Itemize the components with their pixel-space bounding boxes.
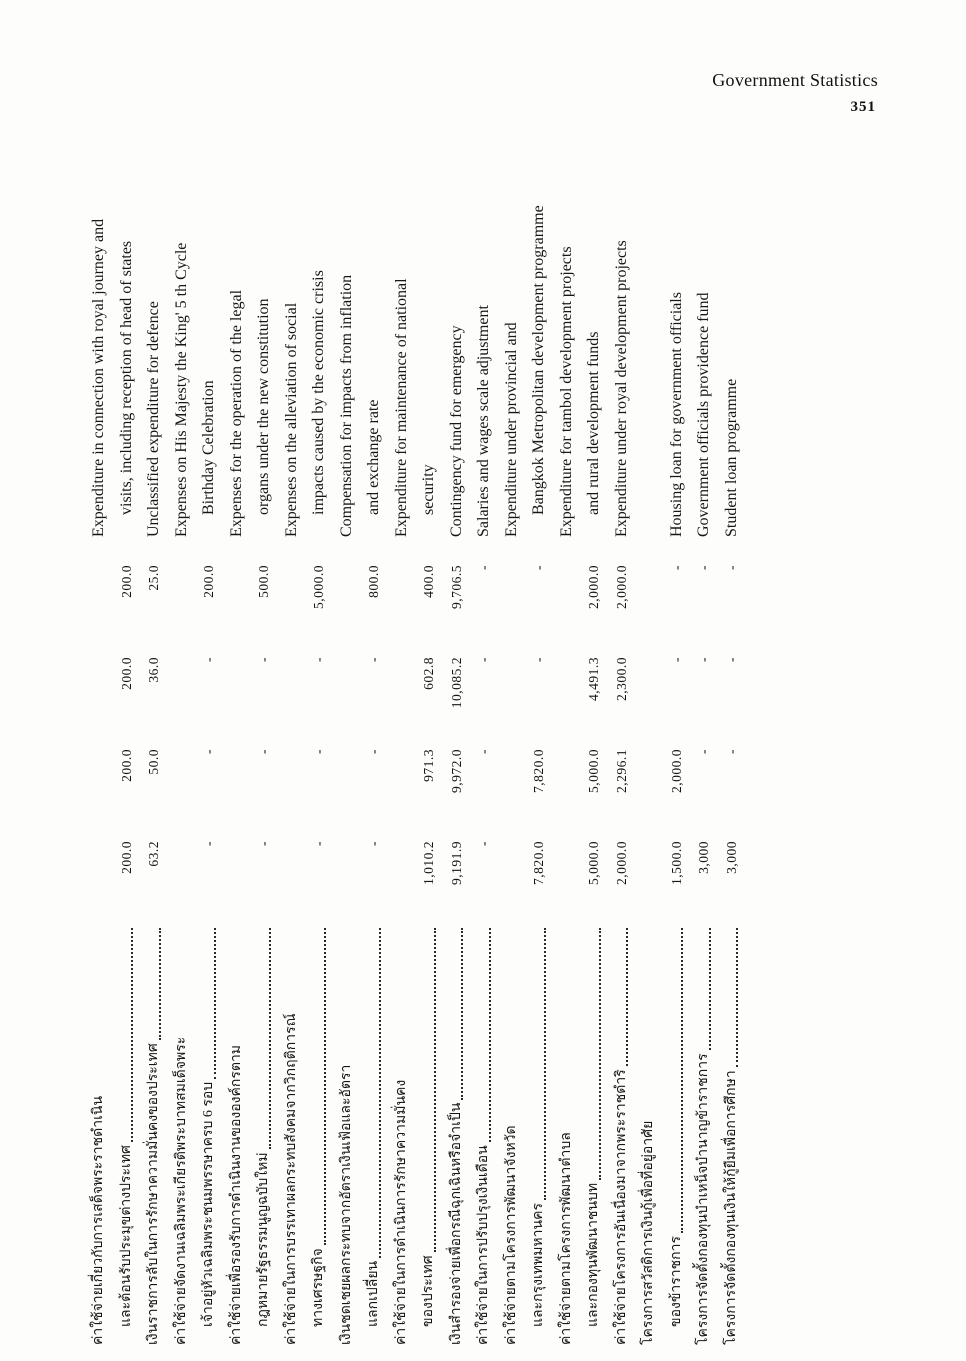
thai-line [443,925,471,1345]
value-cell: 602.8 [421,657,436,690]
table-row [85,175,140,1345]
value-cell: - [723,657,739,662]
thai-cell [470,925,498,1345]
table-row [223,175,278,1345]
value-cell: - [723,749,739,754]
value-cell: 25.0 [146,565,161,591]
english-line: Expenses for the operation of the legal [227,289,245,537]
leader-dots [544,928,546,1200]
thai-line-text: ค่าใช้จ่ายตามโครงการพัฒนาจังหวัด [503,1125,519,1345]
thai-line [195,925,223,1345]
value-cell: 9,191.9 [448,841,464,885]
english-line: Expenditure under royal development projects [612,240,630,537]
thai-line [415,925,443,1345]
english-line: impacts caused by the economic crisis [310,270,327,515]
table-row [553,175,608,1345]
thai-line-text: ค่าใช้จ่ายโครงการอันเนื่องมาจากพระราชดำริ [613,1069,629,1345]
thai-line [608,925,636,1345]
english-cell [718,167,746,537]
thai-line [470,925,498,1345]
thai-line-text: ทางเศรษฐกิจ [311,1248,326,1327]
value-cell: 5,000.0 [586,841,601,885]
thai-line-text: และกรุงเทพมหานคร [531,1203,546,1327]
value-cell: - [723,565,739,570]
english-line: Student loan programme [722,378,740,537]
table-row [443,175,471,1345]
value-cell: 971.3 [421,749,436,782]
thai-line [113,925,141,1345]
english-line: Expenditure for tambol development projects [557,246,575,537]
value-cell: 10,085.2 [448,657,464,709]
leader-dots [434,928,436,1252]
english-cell [498,167,553,537]
leader-dots [214,928,216,1079]
value-cell: 1,500.0 [668,841,684,885]
value-cell: - [201,749,216,754]
english-cell [333,167,388,537]
value-cell: 5,000.0 [586,749,601,793]
english-line: and exchange rate [365,399,382,515]
value-cell: - [531,657,546,662]
english-line: visits, including reception of head of states [117,240,135,515]
value-cell: - [531,565,546,570]
value-cell: - [311,749,326,754]
value-cell: 3,000 [723,841,739,874]
value-cell: - [256,841,271,846]
thai-line-text: เงินสำรองจ่ายเพื่อกรณีฉุกเฉินหรือจำเป็น [448,1102,464,1345]
table-row [388,175,443,1345]
thai-cell [85,925,140,1345]
english-line: Contingency fund for emergency [447,325,465,537]
value-cell: 4,491.3 [586,657,601,701]
thai-line [140,925,168,1345]
thai-line [690,925,718,1345]
thai-cell [223,925,278,1345]
value-cell: - [476,841,491,846]
value-cell: - [696,657,711,662]
thai-line-text: และกองทุนพัฒนาชนบท [586,1182,601,1327]
english-line: organs under the new constitution [255,298,272,515]
english-line: Expenses on His Majesty the King' 5 th Cycle [172,242,190,537]
value-cell: 2,000.0 [613,841,629,885]
english-line: Expenditure for maintenance of national [392,278,410,537]
value-cell: - [256,749,271,754]
english-cell [85,167,140,537]
thai-line [718,925,746,1345]
english-line: Expenditure in connection with royal journey and [90,218,107,537]
value-cell: - [476,657,491,662]
thai-cell [498,925,553,1345]
english-cell [690,167,718,537]
value-cell: - [201,841,216,846]
value-cell: 2,300.0 [613,657,629,701]
leader-dots [489,928,491,1142]
leader-dots [379,928,381,1258]
table-body [85,175,745,1345]
thai-line-text: ค่าใช้จ่ายในการปรับปรุงเงินเดือน [476,1145,491,1345]
value-cell: - [476,749,491,754]
value-cell: - [476,565,491,570]
english-line: Expenses on the alleviation of social [282,302,300,537]
thai-line-text: ค่าใช้จ่ายตามโครงการพัฒนาตำบล [558,1132,574,1345]
english-cell [168,167,223,537]
english-line: Unclassified expenditure for defence [145,301,162,537]
table-row [498,175,553,1345]
thai-line [85,925,113,1345]
value-cell: 7,820.0 [531,749,546,793]
value-cell: 200.0 [118,565,134,598]
value-cell: 800.0 [366,565,381,598]
leader-dots [131,928,133,1142]
value-cell: 9,706.5 [448,565,464,609]
thai-line-text: ค่าใช้จ่ายเกี่ยวกับการเสด็จพระราชดำเนิน [91,1095,106,1345]
leader-dots [709,928,711,1050]
value-cell: - [366,841,381,846]
thai-line [553,925,581,1345]
value-cell: 2,000.0 [668,749,684,793]
table-row [168,175,223,1345]
english-line: and rural development funds [585,331,602,515]
thai-cell [168,925,223,1345]
thai-line [663,925,691,1345]
value-cell: 2,296.1 [613,749,629,793]
thai-cell [278,925,333,1345]
table-row [278,175,333,1345]
thai-line [305,925,333,1345]
thai-cell [333,925,388,1345]
value-cell: 200.0 [201,565,216,598]
table-row [635,175,690,1345]
table-row [718,175,746,1345]
thai-cell [140,925,168,1345]
value-cell: - [201,657,216,662]
value-cell: 63.2 [146,841,161,867]
thai-line [250,925,278,1345]
thai-line [333,925,361,1345]
value-cell: 7,820.0 [531,841,546,885]
value-cell: 200.0 [118,657,134,690]
value-cell: - [366,749,381,754]
table-row [470,175,498,1345]
thai-cell [443,925,471,1345]
leader-dots [626,928,628,1066]
page-title: Government Statistics [712,70,878,90]
thai-cell [553,925,608,1345]
thai-line-text: โครงการสวัสดิการเงินกู้เพื่อที่อยู่อาศัย [641,1120,656,1345]
leader-dots [736,928,738,1067]
thai-line [635,925,663,1345]
english-line: Housing loan for government officials [667,292,685,537]
value-cell: 5,000.0 [311,565,326,609]
budget-table [85,175,745,1345]
thai-line [278,925,306,1345]
thai-line-text: ค่าใช้จ่ายในการดำเนินการรักษาความมั่นคง [393,1079,409,1345]
thai-cell [690,925,718,1345]
table-row [608,175,636,1345]
thai-line [580,925,608,1345]
value-cell: 1,010.2 [421,841,436,885]
english-line: Compensation for impacts from inflation [337,274,355,537]
thai-line-text: ค่าใช้จ่ายเพื่อรองรับการดำเนินงานขององค์กรตาม [228,1044,244,1345]
english-cell [553,167,608,537]
thai-line-text: และต้อนรับประมุขต่างประเทศ [118,1145,134,1327]
table-row [140,175,168,1345]
thai-line-text: ค่าใช้จ่ายจัดงานเฉลิมพระเกียรติพระบาทสมเด็จพระ [173,1036,189,1345]
value-cell: - [696,749,711,754]
value-cell: 400.0 [421,565,436,598]
thai-line-text: โครงการจัดตั้งกองทุนบำเหน็จบำนาญข้าราชการ [696,1053,711,1345]
leader-dots [599,928,601,1180]
page-number: 351 [850,99,876,115]
english-cell [470,167,498,537]
rotated-table-area [85,175,745,1345]
english-line: Salaries and wages scale adjustment [475,305,492,537]
value-cell: 500.0 [256,565,271,598]
english-cell [608,167,636,537]
thai-line [360,925,388,1345]
value-cell: - [311,841,326,846]
leader-dots [461,928,463,1100]
value-cell: 3,000 [696,841,711,874]
thai-line-text: ค่าใช้จ่ายในการบรรเทาผลกระทบสังคมจากวิกฤติการณ์ [283,1013,299,1345]
value-cell: 200.0 [118,749,134,782]
table-row [690,175,718,1345]
thai-line-text: โครงการจัดตั้งกองทุนเงินให้กู้ยืมเพื่อการศึกษา [723,1070,739,1345]
value-cell: - [668,657,684,662]
thai-cell [718,925,746,1345]
value-cell: 9,972.0 [448,749,464,793]
thai-line-text: ของประเทศ [421,1255,436,1327]
thai-line-text: เจ้าอยู่หัวเฉลิมพระชนมพรรษาครบ 6 รอบ [201,1081,216,1327]
english-cell [223,167,278,537]
thai-cell [635,925,690,1345]
leader-dots [269,928,271,1149]
value-cell: 50.0 [146,749,161,775]
value-cell: - [668,565,684,570]
thai-line-text: เงินราชการลับในการรักษาความมั่นคงของประเทศ [146,1043,161,1345]
english-line: Birthday Celebration [200,380,217,515]
value-cell: - [256,657,271,662]
leader-dots [159,928,161,1040]
value-cell: - [696,565,711,570]
thai-line [168,925,196,1345]
leader-dots [681,928,683,1233]
thai-line [388,925,416,1345]
thai-line-text: กฎหมายรัฐธรรมนูญฉบับใหม่ [256,1152,271,1327]
thai-line-text: แลกเปลี่ยน [366,1260,381,1327]
english-cell [278,167,333,537]
value-cell: 36.0 [146,657,161,683]
english-cell [140,167,168,537]
english-cell [388,167,443,537]
thai-line-text: เงินชดเชยผลกระทบจากอัตราเงินเฟ้อและอัตรา [338,1064,354,1345]
thai-line [525,925,553,1345]
thai-line-text: ของข้าราชการ [668,1236,684,1327]
value-cell: - [311,657,326,662]
value-cell: - [366,657,381,662]
english-cell [663,167,691,537]
value-cell: 2,000.0 [613,565,629,609]
thai-cell [608,925,636,1345]
value-cell: 2,000.0 [586,565,601,609]
english-line: Bangkok Metropolitan development programme [530,205,547,515]
english-line: security [420,464,437,515]
english-cell [443,167,471,537]
value-cell: 200.0 [118,841,134,874]
thai-cell [388,925,443,1345]
english-line: Expenditure under provincial and [502,322,520,537]
thai-line [498,925,526,1345]
table-row [333,175,388,1345]
thai-line [223,925,251,1345]
leader-dots [324,928,326,1245]
english-line: Government officials providence fund [695,292,712,537]
